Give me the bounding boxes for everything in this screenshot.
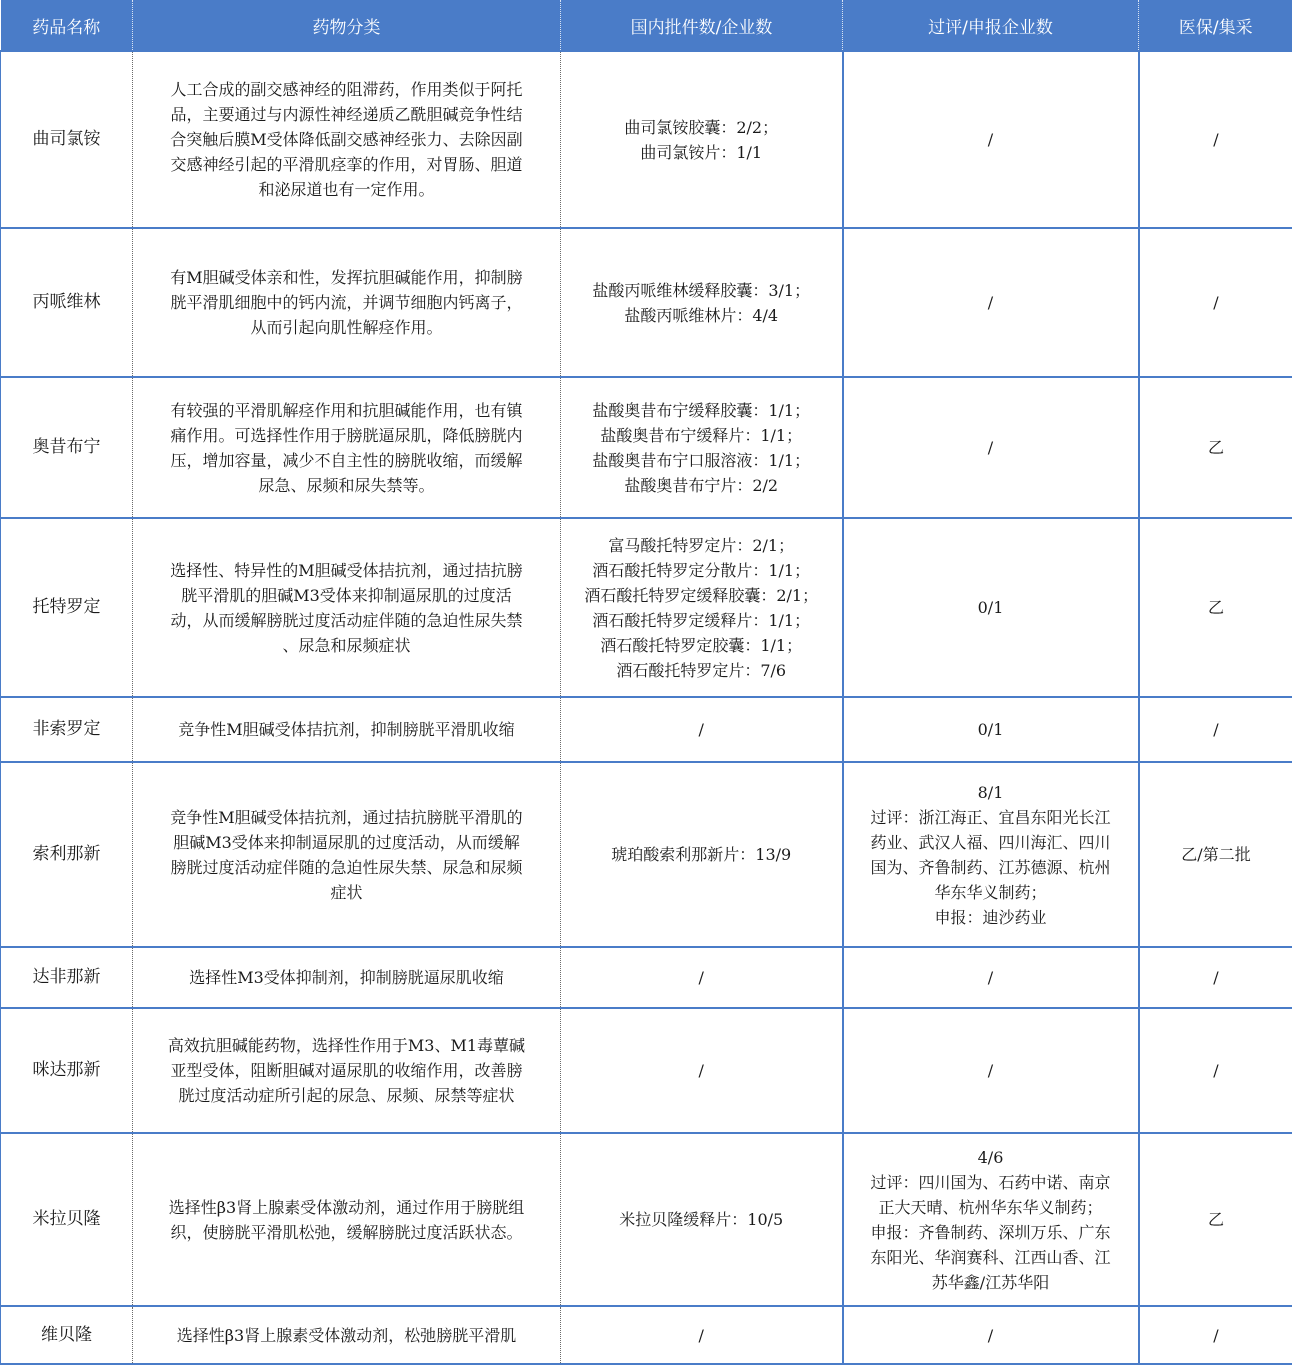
cell-insurance: 乙/第二批 (1139, 762, 1292, 947)
table-row (1, 377, 1292, 518)
cell-insurance: / (1139, 1306, 1292, 1364)
cell-classification: 选择性β3肾上腺素受体激动剂，通过作用于膀胱组 织，使膀胱平滑肌松弛，缓解膀胱过度活跃状态。 (133, 1133, 561, 1306)
cell-classification: 有较强的平滑肌解痉作用和抗胆碱能作用，也有镇 痛作用。可选择性作用于膀胱逼尿肌，降低膀胱内 压，增加容量，减少不自主性的膀胱收缩，而缓解 尿急、尿频和尿失禁等。 (133, 377, 561, 518)
cell-classification: 选择性、特异性的M胆碱受体拮抗剂，通过拮抗膀 胱平滑肌的胆碱M3受体来抑制逼尿肌的过度活 动，从而缓解膀胱过度活动症伴随的急迫性尿失禁 、尿急和尿频症状 (133, 518, 561, 697)
table-row (1, 697, 1292, 762)
cell-classification: 竞争性M胆碱受体拮抗剂，抑制膀胱平滑肌收缩 (133, 697, 561, 762)
cell-evaluation: 4/6 过评：四川国为、石药中诺、南京 正大天晴、杭州华东华义制药； 申报：齐鲁制药、深圳万乐、广东 东阳光、华润赛科、江西山香、江 苏华鑫/江苏华阳 (843, 1133, 1139, 1306)
header-classification: 药物分类 (133, 0, 561, 51)
cell-evaluation: / (843, 947, 1139, 1008)
cell-classification: 选择性β3肾上腺素受体激动剂，松弛膀胱平滑肌 (133, 1306, 561, 1364)
cell-approvals: / (561, 1008, 843, 1133)
cell-insurance: 乙 (1139, 518, 1292, 697)
cell-drug-name: 咪达那新 (1, 1008, 133, 1133)
cell-evaluation: / (843, 51, 1139, 228)
header-evaluation: 过评/申报企业数 (843, 0, 1139, 51)
table-row (1, 1133, 1292, 1306)
cell-evaluation: 0/1 (843, 518, 1139, 697)
table-row (1, 1306, 1292, 1364)
table-row (1, 762, 1292, 947)
cell-approvals: 米拉贝隆缓释片：10/5 (561, 1133, 843, 1306)
cell-approvals: 曲司氯铵胶囊：2/2； 曲司氯铵片：1/1 (561, 51, 843, 228)
header-approvals: 国内批件数/企业数 (561, 0, 843, 51)
cell-insurance: / (1139, 697, 1292, 762)
cell-approvals: 琥珀酸索利那新片：13/9 (561, 762, 843, 947)
cell-drug-name: 奥昔布宁 (1, 377, 133, 518)
cell-evaluation: / (843, 377, 1139, 518)
cell-evaluation: 8/1 过评：浙江海正、宜昌东阳光长江 药业、武汉人福、四川海汇、四川 国为、齐鲁制药、江苏德源、杭州 华东华义制药； 申报：迪沙药业 (843, 762, 1139, 947)
cell-approvals: / (561, 1306, 843, 1364)
table-row (1, 518, 1292, 697)
cell-insurance: / (1139, 228, 1292, 377)
cell-classification: 人工合成的副交感神经的阻滞药，作用类似于阿托 品，主要通过与内源性神经递质乙酰胆碱竞争性结 合突触后膜M受体降低副交感神经张力、去除因副 交感神经引起的平滑肌痉挛的作用，对胃肠、胆道 和泌尿道也有一定作用。 (133, 51, 561, 228)
table-row (1, 947, 1292, 1008)
cell-drug-name: 达非那新 (1, 947, 133, 1008)
cell-drug-name: 米拉贝隆 (1, 1133, 133, 1306)
cell-insurance: 乙 (1139, 1133, 1292, 1306)
cell-approvals: 盐酸丙哌维林缓释胶囊：3/1； 盐酸丙哌维林片：4/4 (561, 228, 843, 377)
header-insurance: 医保/集采 (1139, 0, 1292, 51)
cell-evaluation: 0/1 (843, 697, 1139, 762)
cell-insurance: 乙 (1139, 377, 1292, 518)
header-drug-name: 药品名称 (1, 0, 133, 51)
cell-evaluation: / (843, 1008, 1139, 1133)
cell-approvals: / (561, 947, 843, 1008)
cell-classification: 竞争性M胆碱受体拮抗剂，通过拮抗膀胱平滑肌的 胆碱M3受体来抑制逼尿肌的过度活动，从而缓解 膀胱过度活动症伴随的急迫性尿失禁、尿急和尿频 症状 (133, 762, 561, 947)
cell-drug-name: 维贝隆 (1, 1306, 133, 1364)
cell-insurance: / (1139, 1008, 1292, 1133)
cell-evaluation: / (843, 1306, 1139, 1364)
cell-approvals: 富马酸托特罗定片：2/1； 酒石酸托特罗定分散片：1/1； 酒石酸托特罗定缓释胶囊：2/1； 酒石酸托特罗定缓释片：1/1； 酒石酸托特罗定胶囊：1/1； 酒石酸托特罗定片：7/6 (561, 518, 843, 697)
cell-drug-name: 曲司氯铵 (1, 51, 133, 228)
header-row (1, 0, 1292, 51)
cell-classification: 高效抗胆碱能药物，选择性作用于M3、M1毒蕈碱 亚型受体，阻断胆碱对逼尿肌的收缩作用，改善膀 胱过度活动症所引起的尿急、尿频、尿禁等症状 (133, 1008, 561, 1133)
table-row (1, 228, 1292, 377)
cell-drug-name: 索利那新 (1, 762, 133, 947)
cell-drug-name: 丙哌维林 (1, 228, 133, 377)
table-row (1, 1008, 1292, 1133)
cell-insurance: / (1139, 947, 1292, 1008)
table-row (1, 51, 1292, 228)
cell-classification: 选择性M3受体抑制剂，抑制膀胱逼尿肌收缩 (133, 947, 561, 1008)
cell-drug-name: 非索罗定 (1, 697, 133, 762)
cell-approvals: / (561, 697, 843, 762)
cell-drug-name: 托特罗定 (1, 518, 133, 697)
cell-classification: 有M胆碱受体亲和性，发挥抗胆碱能作用，抑制膀 胱平滑肌细胞中的钙内流，并调节细胞内钙离子， 从而引起向肌性解痉作用。 (133, 228, 561, 377)
cell-approvals: 盐酸奥昔布宁缓释胶囊：1/1； 盐酸奥昔布宁缓释片：1/1； 盐酸奥昔布宁口服溶液：1/1； 盐酸奥昔布宁片：2/2 (561, 377, 843, 518)
cell-insurance: / (1139, 51, 1292, 228)
cell-evaluation: / (843, 228, 1139, 377)
